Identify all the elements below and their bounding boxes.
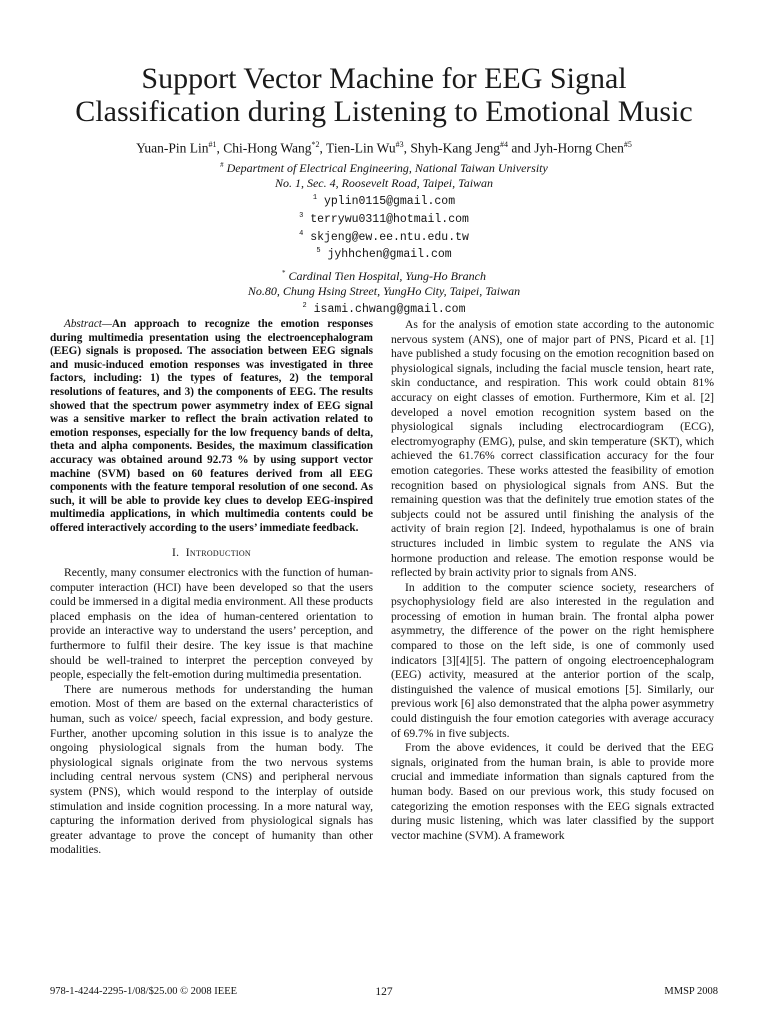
title-line-1: Support Vector Machine for EEG Signal xyxy=(141,62,627,95)
affiliation-dept-2 xyxy=(30,266,738,284)
abstract xyxy=(50,318,373,536)
body-paragraph: There are numerous methods for understanding the human emotion. Most of them are based on the external characteristics of human, such as voice/ speech, facial expression, and body gesture. Further, another upcoming solution in this issue is to analyze the ongoing physiological signals from the human body. The physiological signals originate from the two nervous systems including central nervous system (CNS) and peripheral nervous system (PNS), which would respond to the interplay of outside stimulation and inside cognition processing. In a more natural way, capturing the information derived from physiological signals has greater advantage to prove the concept of humanity than other modalities. xyxy=(50,682,373,857)
page-footer xyxy=(50,986,718,1000)
author-list xyxy=(30,136,738,157)
section-number: I. xyxy=(172,545,180,559)
author-mark: *2 xyxy=(311,140,320,149)
email-address: jyhhchen@gmail.com xyxy=(327,248,452,262)
abstract-text: An approach to recognize the emotion responses during multimedia presentation using the electroencephalogram (EEG) signals is proposed. The association between EEG signals and music-induced emotion responses was investigated in three factors, including: 1) the types of features, 2) the temporal resolutions of features, and 3) the components of EEG. The results showed that the spectrum power asymmetry index of EEG signal was a sensitive marker to reflect the brain activation related to emotion responses, especially for the low frequency bands of delta, theta and alpha components. Besides, the maximum classification accuracy was obtained around 92.73 % by using support vector machine (SVM) based on 60 features derived from all EEG components with the feature temporal resolution of one second. As such, it will be able to provide key clues to develop EEG-inspired multimedia applications, in which multimedia contents could be offered interactively according to the users’ immediate feedback. xyxy=(50,318,373,534)
affiliation-dept-text: Cardinal Tien Hospital, Yung-Ho Branch xyxy=(288,269,486,284)
body-paragraph: As for the analysis of emotion state according to the autonomic nervous system (ANS), one of major part of PNS, Picard et al. [1] have published a study focusing on the emotion recognition based on physiological signals, including the facial muscle tension, heart rate, skin conductance, and respiration. This work could obtain 81% accuracy on eight classes of emotion. Furthermore, Kim et al. [2] developed a novel emotion recognition system based on the physiological signals including electrocardiogram (ECG), electromyography (EMG), pulse, and skin temperature (SKT), which achieved the 61.76% correct classification accuracy for the four emotion categories. These works attested the feasibility of emotion recognition based on physiological signals from ANS. But the remaining question was that the definitely true emotion states of the subjects could not be assured until finishing the analysis of the activity of brain region [2]. Indeed, hypothalamus is one of brain structures included in limbic system to regulate the ANS via hormone production and release. The emotion response would be reflected by brain activity prior to signals from ANS. xyxy=(391,318,714,580)
author-name: Shyh-Kang Jeng xyxy=(410,140,501,156)
email-line xyxy=(30,299,738,317)
email-address: isami.chwang@gmail.com xyxy=(313,303,466,317)
body-paragraph: In addition to the computer science society, researchers of psychophysiology field are also interested in the regulation and processing of emotion in human brain. The frontal alpha power asymmetry, the difference of the power on the right hemisphere compared to those on the left side, is one of commonly used indicators [3][4][5]. The pattern of ongoing electroencephalogram (EEG) activity, measured at the anterior portion of the scalp, distinguished the valence of musical emotions [5]. Similarly, our previous work [6] also demonstrated that the alpha power asymmetry could distinguish the four emotion categories with average accuracy of 69.7% in five subjects. xyxy=(391,580,714,740)
affiliation-address-2: No.80, Chung Hsing Street, YungHo City, Taipei, Taiwan xyxy=(247,284,521,299)
author-name: Jyh-Horng Chen xyxy=(534,140,624,156)
section-heading xyxy=(50,546,373,561)
author-name: Chi-Hong Wang xyxy=(223,140,312,156)
email-line xyxy=(30,209,738,227)
copyright-line: 978-1-4244-2295-1/08/$25.00 © 2008 IEEE xyxy=(50,986,238,997)
author-separator: , xyxy=(403,140,411,156)
email-mark: 1 xyxy=(312,194,318,202)
body-paragraph: From the above evidences, it could be derived that the EEG signals, originated from the human brain, is able to provide more crucial and immediate information than signals captured from the human body. Based on our previous work, this study focused on categorizing the emotion responses with the EEG signals extracted during music listening, which was later classified by the support vector machine (SVM). A framework xyxy=(391,741,714,842)
abstract-lead: Abstract— xyxy=(64,318,112,330)
affiliation-address-1: No. 1, Sec. 4, Roosevelt Road, Taipei, Taiwan xyxy=(274,176,494,190)
author-mark: #3 xyxy=(395,140,404,149)
email-address: skjeng@ew.ee.ntu.edu.tw xyxy=(310,230,469,244)
author-mark: #5 xyxy=(623,140,632,149)
left-column xyxy=(50,318,373,858)
title-line-2: Classification during Listening to Emotional Music xyxy=(75,95,693,128)
affiliation-mark: # xyxy=(220,161,224,169)
author-name: Yuan-Pin Lin xyxy=(136,140,209,156)
email-line xyxy=(30,244,738,262)
right-column xyxy=(391,318,714,843)
email-mark: 2 xyxy=(302,302,307,311)
email-line xyxy=(30,227,738,245)
author-separator: , xyxy=(216,140,224,156)
author-name: Tien-Lin Wu xyxy=(326,140,396,156)
affiliation-mark: * xyxy=(282,269,286,278)
email-mark: 4 xyxy=(299,229,304,238)
author-separator: , xyxy=(319,140,327,156)
page-number: 127 xyxy=(375,986,393,998)
paper-title xyxy=(30,62,738,128)
author-mark: #4 xyxy=(500,140,509,149)
conference-name: MMSP 2008 xyxy=(664,986,718,997)
section-title: Introduction xyxy=(185,545,251,559)
author-mark: #1 xyxy=(208,140,217,149)
body-paragraph: Recently, many consumer electronics with the function of human-computer interaction (HCI) have been developed so that the users could be immersed in a digital media environment. All these products placed emphasis on the idea of human-centered orientation to provide an interactive way to understand the users’ perception, and furthermore to fulfil their desire. The key issue is that machine should be well-trained to interpret the perception conveyed by people, especially the felt-emotion during multimedia presentation. xyxy=(50,566,373,682)
affiliation-dept-text: Department of Electrical Engineering, National Taiwan University xyxy=(226,161,548,175)
affiliation-dept-1 xyxy=(30,158,738,176)
affiliations xyxy=(30,158,738,317)
email-address: yplin0115@gmail.com xyxy=(323,194,456,208)
email-line xyxy=(30,191,738,209)
author-separator: and xyxy=(508,140,535,156)
email-mark: 5 xyxy=(316,247,321,256)
email-mark: 3 xyxy=(299,211,304,220)
email-address: terrywu0311@hotmail.com xyxy=(310,212,469,226)
